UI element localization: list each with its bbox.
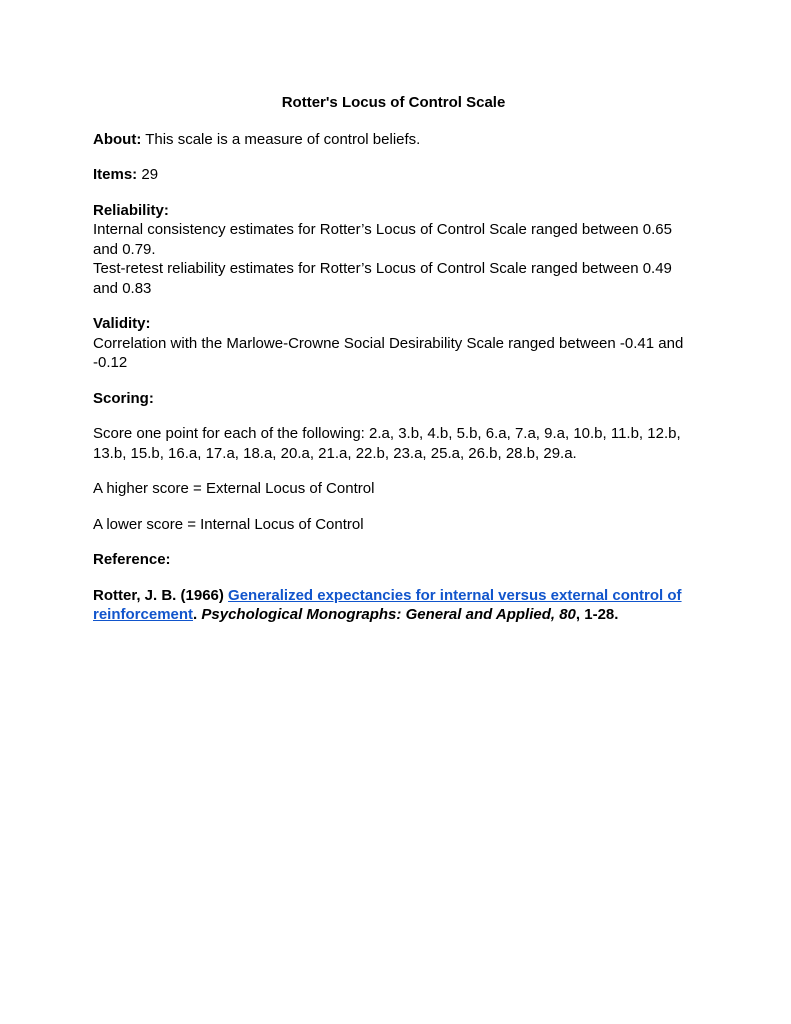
scoring-heading [93, 389, 694, 409]
reference-journal: Psychological Monographs: General and Applied, 80 [201, 606, 576, 623]
about-label: About: [93, 130, 142, 148]
reliability-label: Reliability: [93, 201, 169, 219]
reliability-internal-consistency: Internal consistency estimates for Rotter’s Locus of Control Scale ranged between 0.65 and 0.79. [93, 221, 672, 258]
reference-label: Reference: [93, 551, 171, 568]
about-paragraph [93, 130, 694, 150]
reliability-test-retest: Test-retest reliability estimates for Rotter’s Locus of Control Scale ranged between 0.49 and 0.83 [93, 260, 672, 297]
validity-label: Validity: [93, 315, 151, 332]
validity-paragraph [93, 314, 694, 373]
reference-heading [93, 550, 694, 570]
about-text: This scale is a measure of control beliefs. [141, 130, 421, 148]
reference-citation [93, 586, 694, 625]
validity-text: Correlation with the Marlowe-Crowne Social Desirability Scale ranged between -0.41 and -0.12 [93, 334, 684, 371]
reference-pages: , 1-28. [575, 606, 619, 623]
items-label: Items: [93, 166, 138, 183]
reference-authors: Rotter, J. B. (1966) [93, 586, 229, 604]
items-paragraph [93, 165, 694, 185]
scoring-instructions: Score one point for each of the following: 2.a, 3.b, 4.b, 5.b, 6.a, 7.a, 9.a, 10.b, 11.b, 12.b, 13.b, 15.b, 16.a, 17.a, 18.a, 20.a, 21.a, 22.b, 23.a, 25.a, 26.b, 28.b, 29.a. [93, 425, 681, 462]
document-title: Rotter's Locus of Control Scale [281, 94, 506, 111]
reference-separator: . [193, 606, 202, 623]
items-value: 29 [137, 166, 159, 183]
reference-link[interactable]: Generalized expectancies for internal versus external control of reinforcement [93, 586, 682, 623]
scoring-label: Scoring: [93, 389, 154, 407]
scoring-lower-score: A lower score = Internal Locus of Control [93, 515, 364, 533]
reliability-paragraph [93, 201, 694, 299]
scoring-higher-score: A higher score = External Locus of Control [93, 480, 375, 497]
